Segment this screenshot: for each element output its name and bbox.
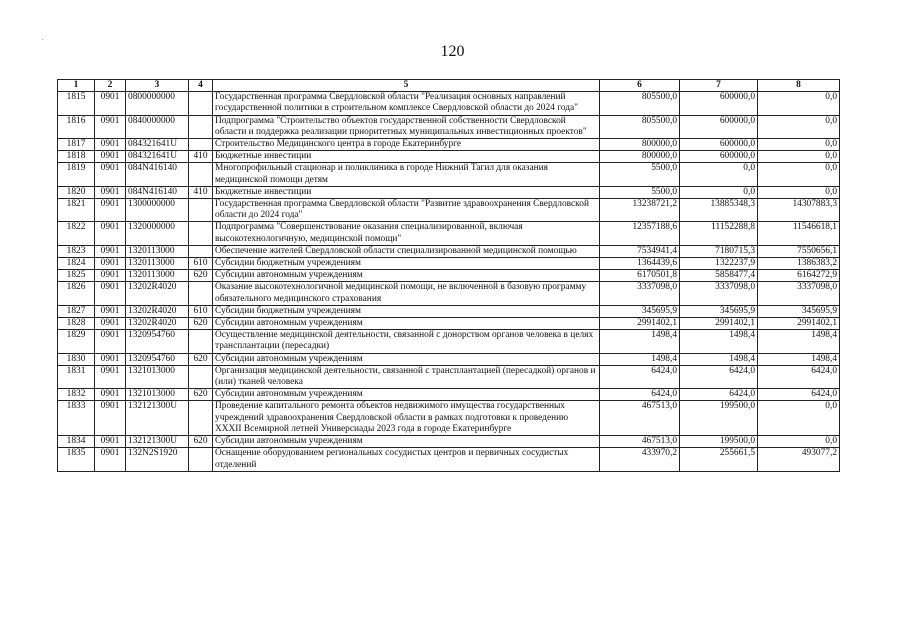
amount-col8-cell: 7550656,1 <box>758 245 840 257</box>
target-article-cell: 13202R4020 <box>126 282 189 305</box>
amount-col6-cell: 805500,0 <box>600 92 680 115</box>
row-number-cell: 1825 <box>58 270 95 282</box>
amount-col6-cell: 12357188,6 <box>600 222 680 245</box>
row-number-cell: 1821 <box>58 199 95 222</box>
page-number: 120 <box>440 43 465 60</box>
target-article-cell: 132121300U <box>126 436 189 448</box>
expense-type-cell: 610 <box>189 305 213 317</box>
item-name-cell: Субсидии автономным учреждениям <box>213 318 600 330</box>
amount-col7-cell: 5858477,4 <box>680 270 758 282</box>
amount-col6-cell: 800000,0 <box>600 139 680 151</box>
item-name-cell: Обеспечение жителей Свердловской области специализированной медицинской помощью <box>213 245 600 257</box>
amount-col6-cell: 7534941,4 <box>600 245 680 257</box>
row-number-cell: 1835 <box>58 448 95 471</box>
target-article-cell: 1320954760 <box>126 353 189 365</box>
amount-col8-cell: 6424,0 <box>758 365 840 388</box>
table-row <box>58 245 840 257</box>
section-code-cell: 0901 <box>95 115 126 138</box>
target-article-cell: 1320113000 <box>126 245 189 257</box>
table-row <box>58 115 840 138</box>
expense-type-cell: 410 <box>189 151 213 163</box>
item-name-cell: Подпрограмма "Совершенствование оказания специализированной, включая высокотехнологичную, медицинской помощи" <box>213 222 600 245</box>
target-article-cell: 1321013000 <box>126 389 189 401</box>
section-code-cell: 0901 <box>95 92 126 115</box>
item-name-cell: Оснащение оборудованием региональных сосудистых центров и первичных сосудистых отделений <box>213 448 600 471</box>
row-number-cell: 1819 <box>58 163 95 186</box>
target-article-cell: 084N416140 <box>126 186 189 198</box>
amount-col7-cell: 600000,0 <box>680 139 758 151</box>
section-code-cell: 0901 <box>95 270 126 282</box>
item-name-cell: Субсидии автономным учреждениям <box>213 270 600 282</box>
section-code-cell: 0901 <box>95 163 126 186</box>
amount-col6-cell: 1498,4 <box>600 330 680 353</box>
amount-col8-cell: 1386383,2 <box>758 258 840 270</box>
column-header: 4 <box>189 80 213 92</box>
expense-type-cell <box>189 282 213 305</box>
amount-col6-cell: 5500,0 <box>600 163 680 186</box>
item-name-cell: Оказание высокотехнологичной медицинской помощи, не включенной в базовую программу обязательного медицинского страхования <box>213 282 600 305</box>
row-number-cell: 1832 <box>58 389 95 401</box>
target-article-cell: 1320113000 <box>126 258 189 270</box>
amount-col7-cell: 13885348,3 <box>680 199 758 222</box>
table-row <box>58 353 840 365</box>
amount-col8-cell: 1498,4 <box>758 353 840 365</box>
section-code-cell: 0901 <box>95 330 126 353</box>
target-article-cell: 1320113000 <box>126 270 189 282</box>
table-row <box>58 92 840 115</box>
item-name-cell: Организация медицинской деятельности, связанной с трансплантацией (пересадкой) органов и (или) тканей человека <box>213 365 600 388</box>
section-code-cell: 0901 <box>95 305 126 317</box>
expense-type-cell: 620 <box>189 270 213 282</box>
table-row <box>58 151 840 163</box>
expense-type-cell <box>189 222 213 245</box>
amount-col7-cell: 0,0 <box>680 163 758 186</box>
target-article-cell: 13202R4020 <box>126 318 189 330</box>
amount-col7-cell: 2991402,1 <box>680 318 758 330</box>
amount-col7-cell: 6424,0 <box>680 365 758 388</box>
section-code-cell: 0901 <box>95 222 126 245</box>
target-article-cell: 13202R4020 <box>126 305 189 317</box>
amount-col8-cell: 11546618,1 <box>758 222 840 245</box>
table-row <box>58 305 840 317</box>
margin-mark <box>42 39 43 40</box>
column-header: 5 <box>213 80 600 92</box>
expense-type-cell <box>189 330 213 353</box>
table-row <box>58 389 840 401</box>
budget-table <box>57 79 840 472</box>
section-code-cell: 0901 <box>95 151 126 163</box>
amount-col7-cell: 1498,4 <box>680 330 758 353</box>
item-name-cell: Субсидии автономным учреждениям <box>213 353 600 365</box>
section-code-cell: 0901 <box>95 401 126 436</box>
section-code-cell: 0901 <box>95 365 126 388</box>
amount-col7-cell: 199500,0 <box>680 436 758 448</box>
amount-col7-cell: 7180715,3 <box>680 245 758 257</box>
row-number-cell: 1831 <box>58 365 95 388</box>
amount-col8-cell: 493077,2 <box>758 448 840 471</box>
row-number-cell: 1820 <box>58 186 95 198</box>
table-row <box>58 365 840 388</box>
target-article-cell: 1320000000 <box>126 222 189 245</box>
row-number-cell: 1818 <box>58 151 95 163</box>
row-number-cell: 1823 <box>58 245 95 257</box>
amount-col6-cell: 1364439,6 <box>600 258 680 270</box>
section-code-cell: 0901 <box>95 353 126 365</box>
target-article-cell: 084321641U <box>126 139 189 151</box>
expense-type-cell <box>189 448 213 471</box>
row-number-cell: 1816 <box>58 115 95 138</box>
table-row <box>58 270 840 282</box>
section-code-cell: 0901 <box>95 389 126 401</box>
amount-col7-cell: 600000,0 <box>680 92 758 115</box>
column-header: 2 <box>95 80 126 92</box>
amount-col6-cell: 6170501,8 <box>600 270 680 282</box>
expense-type-cell <box>189 245 213 257</box>
column-header: 8 <box>758 80 840 92</box>
amount-col8-cell: 0,0 <box>758 186 840 198</box>
amount-col7-cell: 1498,4 <box>680 353 758 365</box>
amount-col8-cell: 0,0 <box>758 151 840 163</box>
expense-type-cell: 620 <box>189 389 213 401</box>
amount-col6-cell: 467513,0 <box>600 436 680 448</box>
expense-type-cell <box>189 115 213 138</box>
amount-col7-cell: 600000,0 <box>680 115 758 138</box>
table-row <box>58 258 840 270</box>
amount-col7-cell: 1322237,9 <box>680 258 758 270</box>
table-row <box>58 282 840 305</box>
section-code-cell: 0901 <box>95 318 126 330</box>
amount-col8-cell: 0,0 <box>758 139 840 151</box>
item-name-cell: Осуществление медицинской деятельности, связанной с донорством органов человека в целях трансплантации (пересадки) <box>213 330 600 353</box>
row-number-cell: 1830 <box>58 353 95 365</box>
table-header-row <box>58 80 840 92</box>
column-header: 1 <box>58 80 95 92</box>
row-number-cell: 1822 <box>58 222 95 245</box>
item-name-cell: Субсидии автономным учреждениям <box>213 436 600 448</box>
section-code-cell: 0901 <box>95 139 126 151</box>
section-code-cell: 0901 <box>95 186 126 198</box>
amount-col6-cell: 3337098,0 <box>600 282 680 305</box>
amount-col8-cell: 1498,4 <box>758 330 840 353</box>
table-row <box>58 186 840 198</box>
item-name-cell: Государственная программа Свердловской области "Развитие здравоохранения Свердловской области до 2024 года" <box>213 199 600 222</box>
amount-col6-cell: 467513,0 <box>600 401 680 436</box>
item-name-cell: Субсидии автономным учреждениям <box>213 389 600 401</box>
expense-type-cell <box>189 139 213 151</box>
amount-col7-cell: 3337098,0 <box>680 282 758 305</box>
amount-col8-cell: 6424,0 <box>758 389 840 401</box>
amount-col8-cell: 0,0 <box>758 115 840 138</box>
column-header: 3 <box>126 80 189 92</box>
table-row <box>58 401 840 436</box>
target-article-cell: 132121300U <box>126 401 189 436</box>
amount-col8-cell: 3337098,0 <box>758 282 840 305</box>
expense-type-cell: 620 <box>189 318 213 330</box>
amount-col8-cell: 14307883,3 <box>758 199 840 222</box>
amount-col6-cell: 6424,0 <box>600 365 680 388</box>
column-header: 6 <box>600 80 680 92</box>
item-name-cell: Строительство Медицинского центра в городе Екатеринбурге <box>213 139 600 151</box>
table-row <box>58 436 840 448</box>
expense-type-cell <box>189 401 213 436</box>
amount-col7-cell: 6424,0 <box>680 389 758 401</box>
expense-type-cell: 410 <box>189 186 213 198</box>
item-name-cell: Подпрограмма "Строительство объектов государственной собственности Свердловской области и поддержка реализации приоритетных муниципальных инвестиционных проектов" <box>213 115 600 138</box>
amount-col6-cell: 800000,0 <box>600 151 680 163</box>
amount-col6-cell: 6424,0 <box>600 389 680 401</box>
amount-col6-cell: 345695,9 <box>600 305 680 317</box>
row-number-cell: 1828 <box>58 318 95 330</box>
expense-type-cell <box>189 199 213 222</box>
amount-col7-cell: 255661,5 <box>680 448 758 471</box>
section-code-cell: 0901 <box>95 258 126 270</box>
row-number-cell: 1833 <box>58 401 95 436</box>
amount-col7-cell: 600000,0 <box>680 151 758 163</box>
amount-col8-cell: 0,0 <box>758 92 840 115</box>
row-number-cell: 1815 <box>58 92 95 115</box>
amount-col7-cell: 345695,9 <box>680 305 758 317</box>
amount-col8-cell: 6164272,9 <box>758 270 840 282</box>
amount-col6-cell: 5500,0 <box>600 186 680 198</box>
item-name-cell: Проведение капитального ремонта объектов недвижимого имущества государственных учреждений здравоохранения Свердловской области в рамках подготовки к проведению XXXII Всемирной летней Универсиады 2023 года в городе Екатеринбурге <box>213 401 600 436</box>
target-article-cell: 0800000000 <box>126 92 189 115</box>
target-article-cell: 1300000000 <box>126 199 189 222</box>
amount-col7-cell: 199500,0 <box>680 401 758 436</box>
amount-col6-cell: 2991402,1 <box>600 318 680 330</box>
row-number-cell: 1817 <box>58 139 95 151</box>
section-code-cell: 0901 <box>95 245 126 257</box>
amount-col6-cell: 805500,0 <box>600 115 680 138</box>
table-row <box>58 222 840 245</box>
table-row <box>58 139 840 151</box>
amount-col8-cell: 0,0 <box>758 436 840 448</box>
table-row <box>58 448 840 471</box>
target-article-cell: 084N416140 <box>126 163 189 186</box>
amount-col6-cell: 1498,4 <box>600 353 680 365</box>
amount-col8-cell: 2991402,1 <box>758 318 840 330</box>
expense-type-cell <box>189 365 213 388</box>
amount-col8-cell: 0,0 <box>758 401 840 436</box>
target-article-cell: 0840000000 <box>126 115 189 138</box>
item-name-cell: Многопрофильный стационар и поликлиника в городе Нижний Тагил для оказания медицинской помощи детям <box>213 163 600 186</box>
table-row <box>58 163 840 186</box>
item-name-cell: Субсидии бюджетным учреждениям <box>213 258 600 270</box>
table-row <box>58 318 840 330</box>
section-code-cell: 0901 <box>95 436 126 448</box>
row-number-cell: 1827 <box>58 305 95 317</box>
section-code-cell: 0901 <box>95 199 126 222</box>
section-code-cell: 0901 <box>95 448 126 471</box>
amount-col7-cell: 11152288,8 <box>680 222 758 245</box>
expense-type-cell: 620 <box>189 436 213 448</box>
table-row <box>58 199 840 222</box>
expense-type-cell <box>189 92 213 115</box>
amount-col6-cell: 433970,2 <box>600 448 680 471</box>
item-name-cell: Государственная программа Свердловской области "Реализация основных направлений государственной политики в строительном комплексе Свердловской области до 2024 года" <box>213 92 600 115</box>
amount-col7-cell: 0,0 <box>680 186 758 198</box>
target-article-cell: 1320954760 <box>126 330 189 353</box>
item-name-cell: Бюджетные инвестиции <box>213 151 600 163</box>
expense-type-cell: 620 <box>189 353 213 365</box>
target-article-cell: 132N2S1920 <box>126 448 189 471</box>
column-header: 7 <box>680 80 758 92</box>
amount-col6-cell: 13238721,2 <box>600 199 680 222</box>
target-article-cell: 1321013000 <box>126 365 189 388</box>
row-number-cell: 1824 <box>58 258 95 270</box>
table-row <box>58 330 840 353</box>
target-article-cell: 084321641U <box>126 151 189 163</box>
expense-type-cell <box>189 163 213 186</box>
row-number-cell: 1826 <box>58 282 95 305</box>
amount-col8-cell: 345695,9 <box>758 305 840 317</box>
item-name-cell: Субсидии бюджетным учреждениям <box>213 305 600 317</box>
amount-col8-cell: 0,0 <box>758 163 840 186</box>
row-number-cell: 1834 <box>58 436 95 448</box>
expense-type-cell: 610 <box>189 258 213 270</box>
row-number-cell: 1829 <box>58 330 95 353</box>
item-name-cell: Бюджетные инвестиции <box>213 186 600 198</box>
section-code-cell: 0901 <box>95 282 126 305</box>
